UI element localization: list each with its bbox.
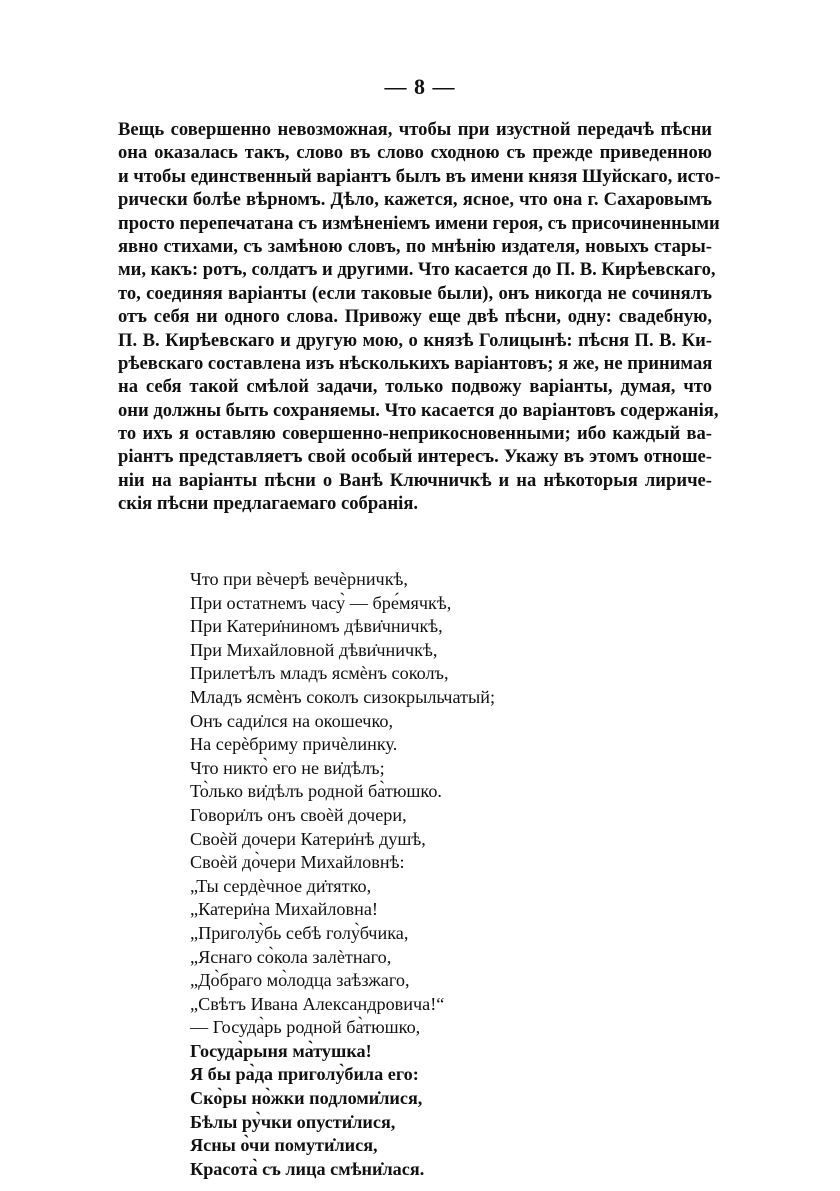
verse-line: „До̀браго мо̀лодца заѣзжаго,: [190, 970, 410, 991]
verse-line: Что при вѐчерѣ вечѐрничкѣ,: [190, 569, 408, 589]
prose-line: Вещь совершенно невозможная, чтобы при изустной передачѣ пѣсни: [118, 119, 712, 140]
verse-line: Говори̇лъ онъ своѐй дочери,: [190, 804, 407, 825]
prose-line: то ихъ я оставляю совершенно-неприкосновенными; ибо каждый ва-: [118, 423, 712, 445]
prose-line: скія пѣсни предлагаемаго собранія.: [118, 493, 419, 515]
song-verse: [190, 568, 495, 1181]
prose-line: отъ себя ни одного слова. Привожу еще двѣ пѣсни, одну: свадебную,: [118, 306, 712, 328]
verse-line: Ясны о̀чи помути̇лися,: [190, 1135, 378, 1156]
prose-line: просто перепечатана съ измѣненіемъ имени героя, съ присочиненными: [118, 212, 720, 234]
prose-line: на себя такой смѣлой задачи, только подвожу варіанты, думая, что: [118, 376, 712, 398]
verse-line: При Катери̇ниномъ дѣви̇чничкѣ,: [190, 616, 443, 637]
verse-line: Прилетѣлъ младъ ясмѐнъ соколъ,: [190, 663, 449, 684]
prose-line: рѣевскаго составлена изъ нѣсколькихъ варіантовъ; я же, не принимая: [118, 352, 713, 374]
prose-line: они должны быть сохраняемы. Что касается до варіантовъ содержанія,: [118, 399, 719, 421]
verse-line: Младъ ясмѐнъ соколъ сизокрыльчатый;: [190, 686, 496, 707]
verse-line: „Катери̇на Михайловна!: [190, 899, 378, 920]
verse-line: „Яснаго со̀кола залѐтнаго,: [190, 946, 392, 967]
verse-line: На серѐбриму причѐлинку.: [190, 734, 398, 755]
prose-line: ніи на варіанты пѣсни о Ванѣ Ключничкѣ и на нѣкоторыя лириче-: [118, 469, 712, 491]
prose-line: ріантъ представляетъ свой особый интересъ. Укажу въ этомъ отноше-: [118, 446, 712, 468]
verse-line: „Приголу̀бь себѣ голу̀бчика,: [190, 922, 409, 943]
verse-line: Я бы ра̀да приголу̀била его:: [190, 1064, 419, 1085]
verse-line: Онъ сади̇лся на окошечко,: [190, 710, 394, 731]
prose-line: явно стихами, съ замѣною словъ, по мнѣнію издателя, новыхъ стары-: [118, 235, 712, 257]
prose-paragraph: [118, 118, 721, 516]
prose-line: и чтобы единственный варіантъ былъ въ имени князя Шуйскаго, исто-: [118, 165, 721, 187]
verse-line: При остатнемъ часу̀ — бре́мячкѣ,: [190, 592, 452, 613]
verse-line: — Госуда̀рь родной ба̀тюшко,: [190, 1017, 421, 1038]
verse-line: Ско̀ры но̀жки подломи̇лися,: [190, 1088, 423, 1109]
prose-line: она оказалась такъ, слово въ слово сходною съ прежде приведенною: [118, 142, 712, 164]
verse-line: Бѣлы ру̀чки опусти̇лися,: [190, 1111, 396, 1132]
prose-line: ми, какъ: ротъ, солдатъ и другими. Что касается до П. В. Кирѣевскаго,: [118, 259, 716, 281]
page-number: — 8 —: [384, 74, 456, 99]
verse-line: Госуда̀рыня ма̀тушка!: [190, 1040, 372, 1061]
verse-line: Своѐй дочери Катери̇нѣ душѣ,: [190, 828, 426, 849]
prose-line: П. В. Кирѣевскаго и другую мою, о князѣ Голицынѣ: пѣсня П. В. Ки-: [118, 329, 712, 351]
prose-line: рически болѣе вѣрномъ. Дѣло, кажется, ясное, что она г. Сахаровымъ: [118, 189, 712, 211]
verse-line: Красота̀ съ лица смѣни̇лася.: [190, 1158, 425, 1179]
verse-line: „Свѣтъ Ивана Александровича!“: [190, 993, 445, 1014]
verse-line: Что никто̀ его не ви̇дѣлъ;: [190, 757, 385, 778]
prose-line: то, соединяя варіанты (если таковые были), онъ никогда не сочинялъ: [118, 282, 712, 304]
verse-line: „Ты сердѐчное ди̇тятко,: [190, 875, 372, 896]
verse-line: При Михайловной дѣви̇чничкѣ,: [190, 639, 438, 660]
verse-line: То̀лько ви̇дѣлъ родной ба̀тюшко.: [190, 781, 442, 802]
verse-line: Своѐй до̀чери Михайловнѣ:: [190, 852, 405, 873]
